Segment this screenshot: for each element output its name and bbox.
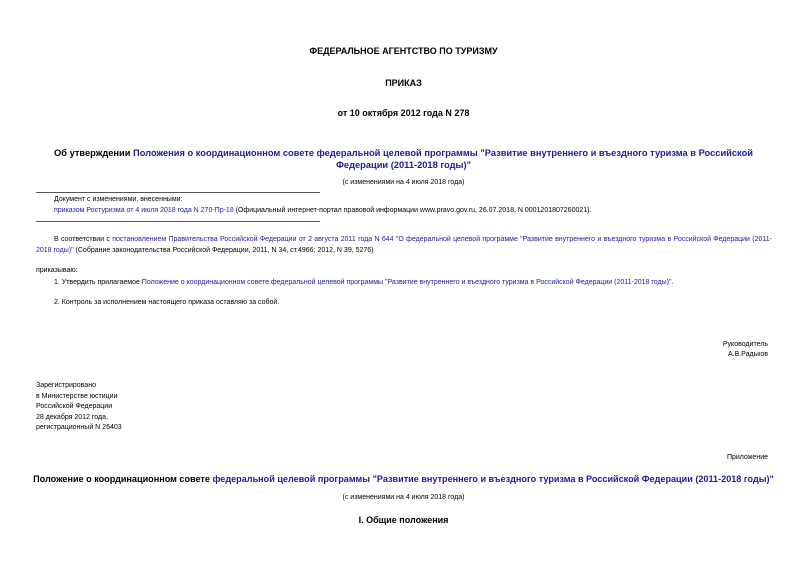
appendix-title-prefix: Положение о координационном совете (33, 474, 213, 484)
registration-line: в Министерстве юстиции (36, 392, 118, 400)
changes-entry (54, 206, 591, 217)
revision-note: (с изменениями на 4 июля 2018 года) (342, 179, 465, 186)
changes-label: Документ с изменениями, внесенными: (54, 196, 183, 203)
item1-prefix: 1. Утвердить прилагаемое (54, 279, 142, 286)
order-word: приказываю: (36, 267, 78, 274)
registration-block (36, 381, 122, 434)
doc-type: ПРИКАЗ (385, 78, 422, 88)
divider-bottom (36, 221, 320, 222)
changes-rest: (Официальный интернет-портал правовой информации www.pravo.gov.ru, 26.07.2018, N 0001201807260021). (233, 207, 592, 214)
basis-paragraph (36, 235, 772, 256)
appendix-revision-note: (с изменениями на 4 июля 2018 года) (342, 494, 465, 501)
appendix-label: Приложение (726, 454, 768, 461)
divider-top (36, 192, 320, 193)
section-heading: I. Общие положения (358, 515, 449, 525)
appendix-title-link[interactable]: федеральной целевой программы "Развитие внутреннего и въездного туризма в Российской Федерации (2011-2018 годы)" (212, 474, 774, 484)
title-link[interactable]: Положения о координационном совете федеральной целевой программы "Развитие внутреннего и въездного туризма в Российской Федерации (2011-2018 годы)" (133, 148, 753, 170)
changes-link[interactable]: приказом Ростуризма от 4 июля 2018 года N 270-Пр-18 (54, 207, 234, 214)
title-prefix: Об утверждении (54, 148, 134, 158)
signature-name: А.В.Радьков (727, 351, 768, 358)
document-title (36, 147, 771, 171)
basis-link[interactable]: постановлением Правительства Российской Федерации от 2 августа 2011 года N 644 "О федеральной целевой программе "Развитие внутреннего и въездного туризма в Российской Федерации (2011-2018 годы)" (36, 236, 772, 254)
item1-link[interactable]: Положение о координационном совете федеральной целевой программы "Развитие внутреннего и въездного туризма в Российской Федерации (2011-2018 годы)" (141, 279, 672, 286)
basis-prefix: В соответствии с (54, 236, 113, 243)
signature-role: Руководитель (722, 341, 768, 348)
order-item-1 (54, 278, 673, 289)
basis-rest: (Собрание законодательства Российской Федерации, 2011, N 34, ст.4966; 2012, N 39, 5276) (73, 246, 374, 254)
doc-date-number: от 10 октября 2012 года N 278 (337, 108, 470, 118)
appendix-title (0, 473, 807, 485)
registration-line: Российской Федерации (36, 403, 113, 410)
registration-line: 28 декабря 2012 года, (36, 413, 108, 421)
registration-line: регистрационный N 26403 (36, 424, 122, 431)
registration-line: Зарегистрировано (36, 382, 96, 389)
item1-rest: . (671, 279, 674, 286)
agency-name: ФЕДЕРАЛЬНОЕ АГЕНТСТВО ПО ТУРИЗМУ (309, 46, 498, 56)
order-item-2: 2. Контроль за исполнением настоящего приказа оставляю за собой. (54, 299, 280, 306)
